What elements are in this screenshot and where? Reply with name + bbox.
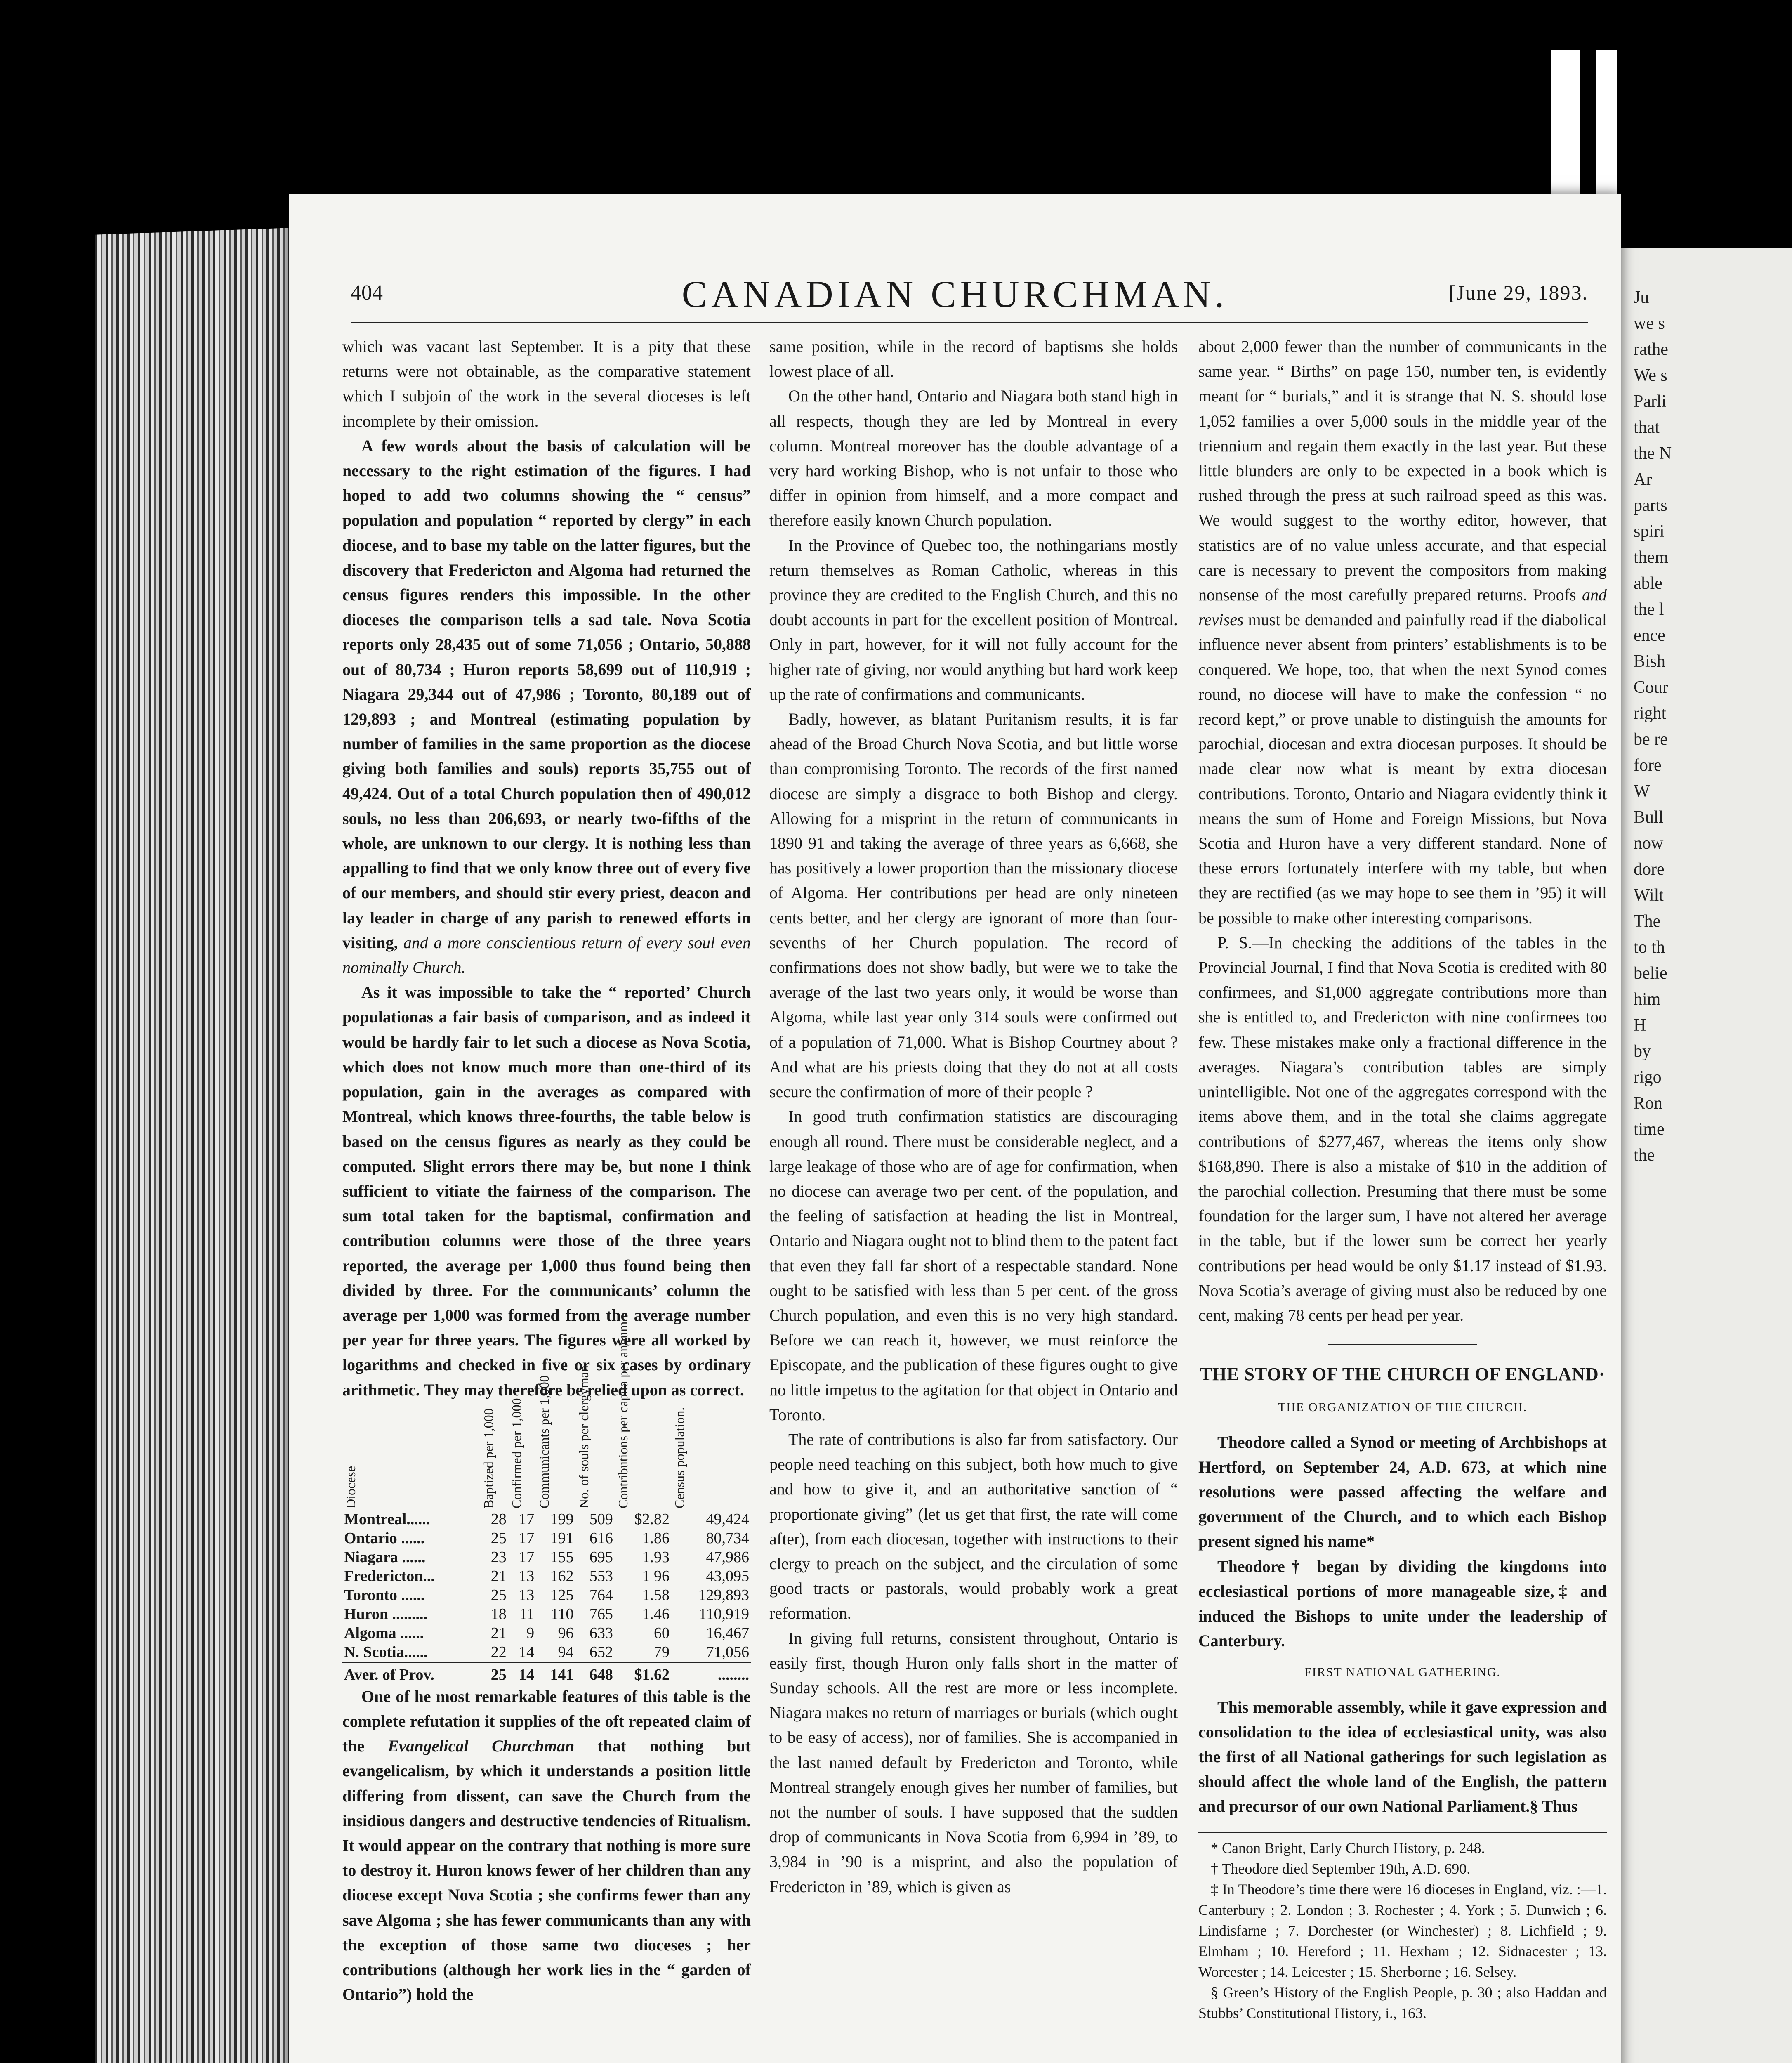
table-cell: ........ <box>671 1662 751 1684</box>
paragraph: about 2,000 fewer than the number of communicants in the same year. “ Births” on page 150, number ten, is evidently meant for “ burials,” and it is strange that N. S. should lose 1,052 families a over 5,000 souls in the middle year of the triennium and regain them exactly in the last year. But these little blunders are only to be expected in a book which is rushed through the press at such railroad speed as this was. We would suggest to the worthy editor, however, that statistics are of no value unless accurate, and that especial care is necessary to prevent the compositors from making nonsense of the most carefully prepared returns. Proofs and revises must be demanded and painfully read if the diabolical influence never absent from printers’ establishments is to be conquered. We hope, too, that when the next Synod comes round, no diocese will have to make the confession “ no record kept,” or prove unable to distinguish the amounts for parochial, diocesan and extra diocesan purposes. It should be made clear now what is meant by extra diocesan contributions. Toronto, Ontario and Niagara evidently think it means the sum of Home and Foreign Missions, but Nova Scotia and Huron have a very different standard. None of these errors fortunately interfere with my table, but when they are rectified (as we may hope to see them in ’95) it will be possible to make other interesting comparisons. <box>1198 337 1607 927</box>
table-column-header: Baptized per 1,000 <box>481 1408 496 1508</box>
table-cell: 25 <box>490 1586 507 1604</box>
table-cell: 652 <box>589 1643 613 1661</box>
table-cell: Ontario ...... <box>344 1529 425 1547</box>
paragraph: same position, while in the record of baptisms she holds lowest place of all. <box>769 337 1178 381</box>
table-cell: 47,986 <box>706 1548 749 1566</box>
facing-page-text-fragment: Ju <box>1634 288 1649 307</box>
table-cell: 13 <box>519 1567 535 1585</box>
footnote: ‡ In Theodore’s time there were 16 dioceses in England, viz. :—1. Canterbury ; 2. London ; 3. Rochester ; 4. York ; 5. Dunwich ; 6. Lindisfarne ; 7. Dorchester (or Winchester) ; 8. Lichfield ; 9. Elmham ; 10. Hereford ; 11. Hexham ; 12. Sidnacester ; 13. Worcester ; 14. Leicester ; 15. Sherborne ; 16. Selsey. <box>1198 1881 1607 1980</box>
column-3 <box>1198 334 1607 2063</box>
table-cell: 22 <box>490 1643 507 1661</box>
facing-page-text-fragment: dore <box>1634 860 1665 879</box>
table-cell: 80,734 <box>706 1529 749 1547</box>
facing-page-text-fragment: belie <box>1634 964 1667 983</box>
table-row <box>342 1548 751 1567</box>
paragraph: On the other hand, Ontario and Niagara both stand high in all respects, though they are led by Montreal in every column. Montreal moreover has the double advantage of a very hard working Bishop, who is not unfair to those who differ in opinion from himself, and a more compact and therefore easily known Church population. <box>769 387 1178 530</box>
table-cell: 765 <box>589 1605 613 1623</box>
facing-page-text-fragment: The <box>1634 912 1661 931</box>
facing-page-text-fragment: the l <box>1634 600 1664 619</box>
table-cell: N. Scotia...... <box>344 1643 428 1661</box>
facing-page-text-fragment: Bish <box>1634 652 1666 671</box>
table-cell: 125 <box>550 1586 574 1604</box>
table-cell: 155 <box>550 1548 574 1566</box>
section-divider <box>1328 1344 1477 1345</box>
paragraph: The rate of contributions is also far from satisfactory. Our people need teaching on this subject, both how much to give and how to give it, and an authoritative sanction of “ proportionate giving” (let us get that first, the rate will come after), from each diocesan, together with instructions to their clergy to preach on the subject, and the circulation of some good tracts or pastorals, would probably work a great reformation. <box>769 1430 1178 1623</box>
table-cell: 17 <box>519 1548 535 1566</box>
table-cell: 49,424 <box>706 1510 749 1528</box>
facing-page-text-fragment: Ar <box>1634 470 1652 489</box>
table-cell: 509 <box>589 1510 613 1528</box>
issue-date: [June 29, 1893. <box>1448 281 1588 304</box>
facing-page-text-fragment: them <box>1634 548 1668 567</box>
facing-page-text-fragment: fore <box>1634 756 1662 775</box>
table-cell: 21 <box>490 1624 507 1642</box>
table-cell: 94 <box>558 1643 574 1661</box>
table-cell: 11 <box>519 1605 535 1623</box>
table-cell: 21 <box>490 1567 507 1585</box>
paragraph: A few words about the basis of calculation will be necessary to the right estimation of the figures. I had hoped to add two columns showing the “ census” population and population “ reported by clergy” in each diocese, and to base my table on the latter figures, but the discovery that Fredericton and Algoma had returned the census figures renders this impossible. In the other dioceses the comparison tells a sad tale. Nova Scotia reports only 28,435 out of some 71,056 ; Ontario, 50,888 out of 80,734 ; Huron reports 58,699 out of 110,919 ; Niagara 29,344 out of 47,986 ; Toronto, 80,189 out of 129,893 ; and Montreal (estimating population by number of families in the same proportion as the diocese giving both families and souls) reports 35,755 out of 49,424. Out of a total Church population then of 490,012 souls, no less than 206,693, or nearly two-fifths of the whole, are unknown to our clergy. It is nothing less than appalling to find that we only know three out of every five of our members, and should stir every priest, deacon and lay leader in charge of any parish to renewed efforts in visiting, and a more conscientious return of every soul even nominally Church. <box>342 436 751 977</box>
table-column-header: Diocese <box>343 1466 358 1508</box>
table-cell: 162 <box>550 1567 574 1585</box>
table-cell: 25 <box>480 1662 508 1684</box>
facing-page-text-fragment: to th <box>1634 938 1665 957</box>
table-cell: Aver. of Prov. <box>342 1662 480 1684</box>
facing-page-text-fragment: H <box>1634 1016 1646 1035</box>
paragraph: which was vacant last September. It is a pity that these returns were not obtainable, as the comparative statement which I subjoin of the work in the several dioceses is left incomplete by their omission. <box>342 337 751 430</box>
table-cell: 71,056 <box>706 1643 749 1661</box>
facing-page-text-fragment: now <box>1634 834 1664 853</box>
footnote: § Green’s History of the English People, p. 30 ; also Haddan and Stubbs’ Constitutional History, i., 163. <box>1198 1984 1607 2021</box>
table-cell: 14 <box>519 1643 535 1661</box>
table-cell: 13 <box>519 1586 535 1604</box>
table-cell: 110,919 <box>698 1605 749 1623</box>
section-title: THE STORY OF THE CHURCH OF ENGLAND· <box>1200 1364 1606 1385</box>
paragraph: P. S.—In checking the additions of the tables in the Provincial Journal, I find that Nova Scotia is credited with 80 confirmees, and $1,000 aggregate contributions more than she is entitled to, and Fredericton with nine confirmees too few. These mistakes make only a fractional difference in the averages. Niagara’s contribution tables are simply unintelligible. Not one of the aggregates correspond with the items above them, and in the total she claims aggregate contributions of $277,467, whereas the items only show $168,890. There is also a mistake of $10 in the addition of the parochial collection. Presuming that there must be some foundation for the larger sum, I have not altered her average in the table, but if the lower sum be correct her yearly contributions per head would be only $1.17 instead of $1.93. Nova Scotia’s average of giving must also be reduced by one cent, making 78 cents per head per year. <box>1198 933 1607 1324</box>
footnote: † Theodore died September 19th, A.D. 690. <box>1211 1860 1471 1877</box>
table-cell: 17 <box>519 1510 535 1528</box>
table-cell: 141 <box>536 1662 575 1684</box>
facing-page-text-fragment: Wilt <box>1634 886 1664 905</box>
facing-page-fragment <box>1621 248 1792 2063</box>
table-cell: 695 <box>589 1548 613 1566</box>
paragraph: Badly, however, as blatant Puritanism results, it is far ahead of the Broad Church Nova Scotia, and but little worse than compromising Toronto. The records of the first named diocese are simply a disgrace to both Bishop and clergy. Allowing for a misprint in the return of communicants in 1890 91 and taking the average of three years as 6,668, she has positively a lower proportion than the missionary diocese of Algoma. Her contributions per head are only nineteen cents better, and her clergy are ignorant of more than four-sevenths of her Church population. The record of confirmations does not show badly, but were we to take the average of the last two years only, it would be worse than Algoma, while last year only 314 souls were confirmed out of a population of 71,000. What is Bishop Courtney about ? And what are his priests doing that they do not at all costs secure the confirmation of more of their people ? <box>769 710 1178 1101</box>
column-2 <box>769 334 1178 2063</box>
paragraph: This memorable assembly, while it gave expression and consolidation to the idea of ecclesiastical unity, was also the first of all National gatherings for such legislation as should affect the whole land of the English, the pattern and precursor of our own National Parliament.§ Thus <box>1198 1697 1607 1816</box>
facing-page-text-fragment: spiri <box>1634 522 1665 541</box>
table-cell: 16,467 <box>706 1624 749 1642</box>
table-cell: 1 96 <box>642 1567 670 1585</box>
facing-page-text-fragment: able <box>1634 574 1662 593</box>
paragraph: In giving full returns, consistent throughout, Ontario is easily first, though Huron only falls short in the matter of Sunday schools. All the rest are more or less incomplete. Niagara makes no return of marriages or burials (which ought to be easy of access), nor of families. She is accompanied in the last named default by Fredericton and Toronto, while Montreal strangely enough gives her number of families, but not the number of souls. I have supposed that the sudden drop of communicants in Nova Scotia from 6,994 in ’89, to 3,984 in ’90 is a misprint, and also the population of Fredericton in ’89, which is given as <box>769 1629 1178 1896</box>
table-cell: Toronto ...... <box>344 1586 425 1604</box>
footnotes <box>1198 1832 1607 2023</box>
paragraph: In good truth confirmation statistics are discouraging enough all round. There must be considerable neglect, and a large leakage of those who are of age for confirmation, when no diocese can average two per cent. of the population, and the feeling of satisfaction at heading the list in Montreal, Ontario and Niagara ought not to blind them to the patent fact that even they fall far short of a respectable standard. None ought to be satisfied with less than 5 per cent. of the gross Church population, and even this is no very high standard. Before we can reach it, however, we must reinforce the Episcopate, and the publication of these figures ought to give no little impetus to the agitation for that object in Ontario and Toronto. <box>769 1107 1178 1424</box>
facing-page-text-fragment: W <box>1634 782 1650 801</box>
table-cell: 764 <box>589 1586 613 1604</box>
facing-page-text-fragment: Cour <box>1634 678 1668 697</box>
table-row <box>342 1662 751 1684</box>
table-cell: $1.62 <box>615 1662 671 1684</box>
table-cell: 14 <box>508 1662 536 1684</box>
table-cell: 191 <box>550 1529 574 1547</box>
table-cell: 1.86 <box>642 1529 670 1547</box>
table-cell: Fredericton... <box>344 1567 435 1585</box>
table-header-row <box>342 1407 751 1510</box>
table-cell: 1.46 <box>642 1605 670 1623</box>
facing-page-text-fragment: be re <box>1634 730 1668 749</box>
facing-page-text-fragment: by <box>1634 1042 1651 1061</box>
paragraph: One of he most remarkable features of this table is the complete refutation it supplies of the oft repeated claim of the Evangelical Churchman that nothing but evangelicalism, by which it understands a position little differing from dissent, can save the Church from the insidious dangers and destructive tendencies of Ritualism. It would appear on the contrary that nothing is more sure to destroy it. Huron knows fewer of her children than any diocese except Nova Scotia ; she confirms fewer than any save Algoma ; she has fewer communicants than any with the exception of those same two dioceses ; her contributions (although her work lies in the “ garden of Ontario”) hold the <box>342 1687 751 2004</box>
table-column-header: Contributions per capita per annum <box>615 1321 630 1508</box>
table-cell: 23 <box>490 1548 507 1566</box>
paragraph: Theodore† began by dividing the kingdoms into ecclesiastical portions of more manageable size,‡ and induced the Bishops to unite under the leadership of Canterbury. <box>1198 1557 1607 1650</box>
diocese-statistics-table <box>342 1321 751 1684</box>
facing-page-text-fragment: the <box>1634 1146 1655 1165</box>
facing-page-text-fragment: rathe <box>1634 340 1668 359</box>
facing-page-text-fragment: Parli <box>1634 392 1667 411</box>
table-cell: 1.93 <box>642 1548 670 1566</box>
facing-page-text-fragment: we s <box>1634 314 1665 333</box>
column-1 <box>342 334 751 2063</box>
table-cell: 17 <box>519 1529 535 1547</box>
page-stack-edge <box>95 227 301 2063</box>
section-subtitle: THE ORGANIZATION OF THE CHURCH. <box>1278 1400 1527 1414</box>
table-cell: Montreal...... <box>344 1510 430 1528</box>
facing-page-text-fragment: right <box>1634 704 1667 723</box>
table-cell: 648 <box>575 1662 615 1684</box>
table-row <box>342 1605 751 1624</box>
paragraph: In the Province of Quebec too, the nothingarians mostly return themselves as Roman Catholic, whereas in this province they are credited to the English Church, and this no doubt accounts in part for the excellent position of Montreal. Only in part, however, for it will not fully account for the higher rate of giving, nor would anything but hard work keep up the rate of confirmations and communicants. <box>769 536 1178 703</box>
table-cell: 633 <box>589 1624 613 1642</box>
facing-page-text-fragment: parts <box>1634 496 1667 515</box>
table-cell: Algoma ...... <box>344 1624 424 1642</box>
newspaper-page <box>289 194 1621 2063</box>
table-row <box>342 1586 751 1605</box>
table-row <box>342 1510 751 1529</box>
section-subtitle: FIRST NATIONAL GATHERING. <box>1304 1665 1501 1679</box>
table-row <box>342 1567 751 1586</box>
table-cell: Huron ......... <box>344 1605 428 1623</box>
table-cell: 28 <box>490 1510 507 1528</box>
header-rule <box>351 322 1588 323</box>
running-head <box>289 272 1621 318</box>
journal-title: CANADIAN CHURCHMAN. <box>681 273 1228 315</box>
facing-page-text-fragment: Ron <box>1634 1094 1663 1113</box>
table-column-header: Communicants per 1,000 <box>537 1375 552 1508</box>
table-cell: 199 <box>550 1510 574 1528</box>
footnote: * Canon Bright, Early Church History, p. 248. <box>1211 1839 1485 1856</box>
facing-page-text-fragment: that <box>1634 418 1660 437</box>
table-cell: 79 <box>654 1643 670 1661</box>
facing-page-text-fragment: rigo <box>1634 1068 1662 1087</box>
facing-page-text-fragment: ence <box>1634 626 1665 645</box>
table-column-header: No. of souls per clergyman <box>576 1365 591 1508</box>
table-row <box>342 1624 751 1643</box>
facing-page-text-fragment: Bull <box>1634 808 1664 827</box>
table-cell: 43,095 <box>706 1567 749 1585</box>
table-cell: $2.82 <box>634 1510 670 1528</box>
table-cell: 25 <box>490 1529 507 1547</box>
table-cell: 96 <box>558 1624 574 1642</box>
table-cell: Niagara ...... <box>344 1548 426 1566</box>
facing-page-text-fragment: the N <box>1634 444 1672 463</box>
table-row <box>342 1643 751 1662</box>
table-cell: 616 <box>589 1529 613 1547</box>
facing-page-text-fragment: time <box>1634 1120 1665 1139</box>
table-column-header: Confirmed per 1,000 <box>509 1398 524 1508</box>
facing-page-text-fragment: him <box>1634 990 1661 1009</box>
paragraph: Theodore called a Synod or meeting of Archbishops at Hertford, on September 24, A.D. 673, at which nine resolutions were passed affecting the welfare and government of the Church, and to which each Bishop present signed his name* <box>1198 1433 1607 1551</box>
table-cell: 9 <box>526 1624 535 1642</box>
table-cell: 1.58 <box>642 1586 670 1604</box>
table-cell: 553 <box>589 1567 613 1585</box>
paragraph: As it was impossible to take the “ reported’ Church populationas a fair basis of comparison, and as indeed it would be hardly fair to let such a diocese as Nova Scotia, which does not know much more than one-third of its population, gain in the averages as compared with Montreal, which knows three-fourths, the table below is based on the census figures as nearly as they could be computed. Slight errors there may be, but none I think sufficient to vitiate the fairness of the comparison. The sum total taken for the baptismal, confirmation and contribution columns were those of the three years reported, the average per 1,000 thus found being then divided by three. For the communicants’ column the average per 1,000 was formed from the average number per year for three years. The figures were all worked by logarithms and checked in five or six cases by ordinary arithmetic. They may therefore be relied upon as correct. <box>342 983 751 1399</box>
table-row <box>342 1529 751 1548</box>
table-cell: 110 <box>550 1605 574 1623</box>
table-cell: 18 <box>490 1605 507 1623</box>
table-cell: 129,893 <box>698 1586 749 1604</box>
table-column-header: Census population. <box>672 1407 687 1508</box>
facing-page-text-fragment: We s <box>1634 366 1667 385</box>
table-cell: 60 <box>654 1624 670 1642</box>
page-number: 404 <box>351 281 383 304</box>
